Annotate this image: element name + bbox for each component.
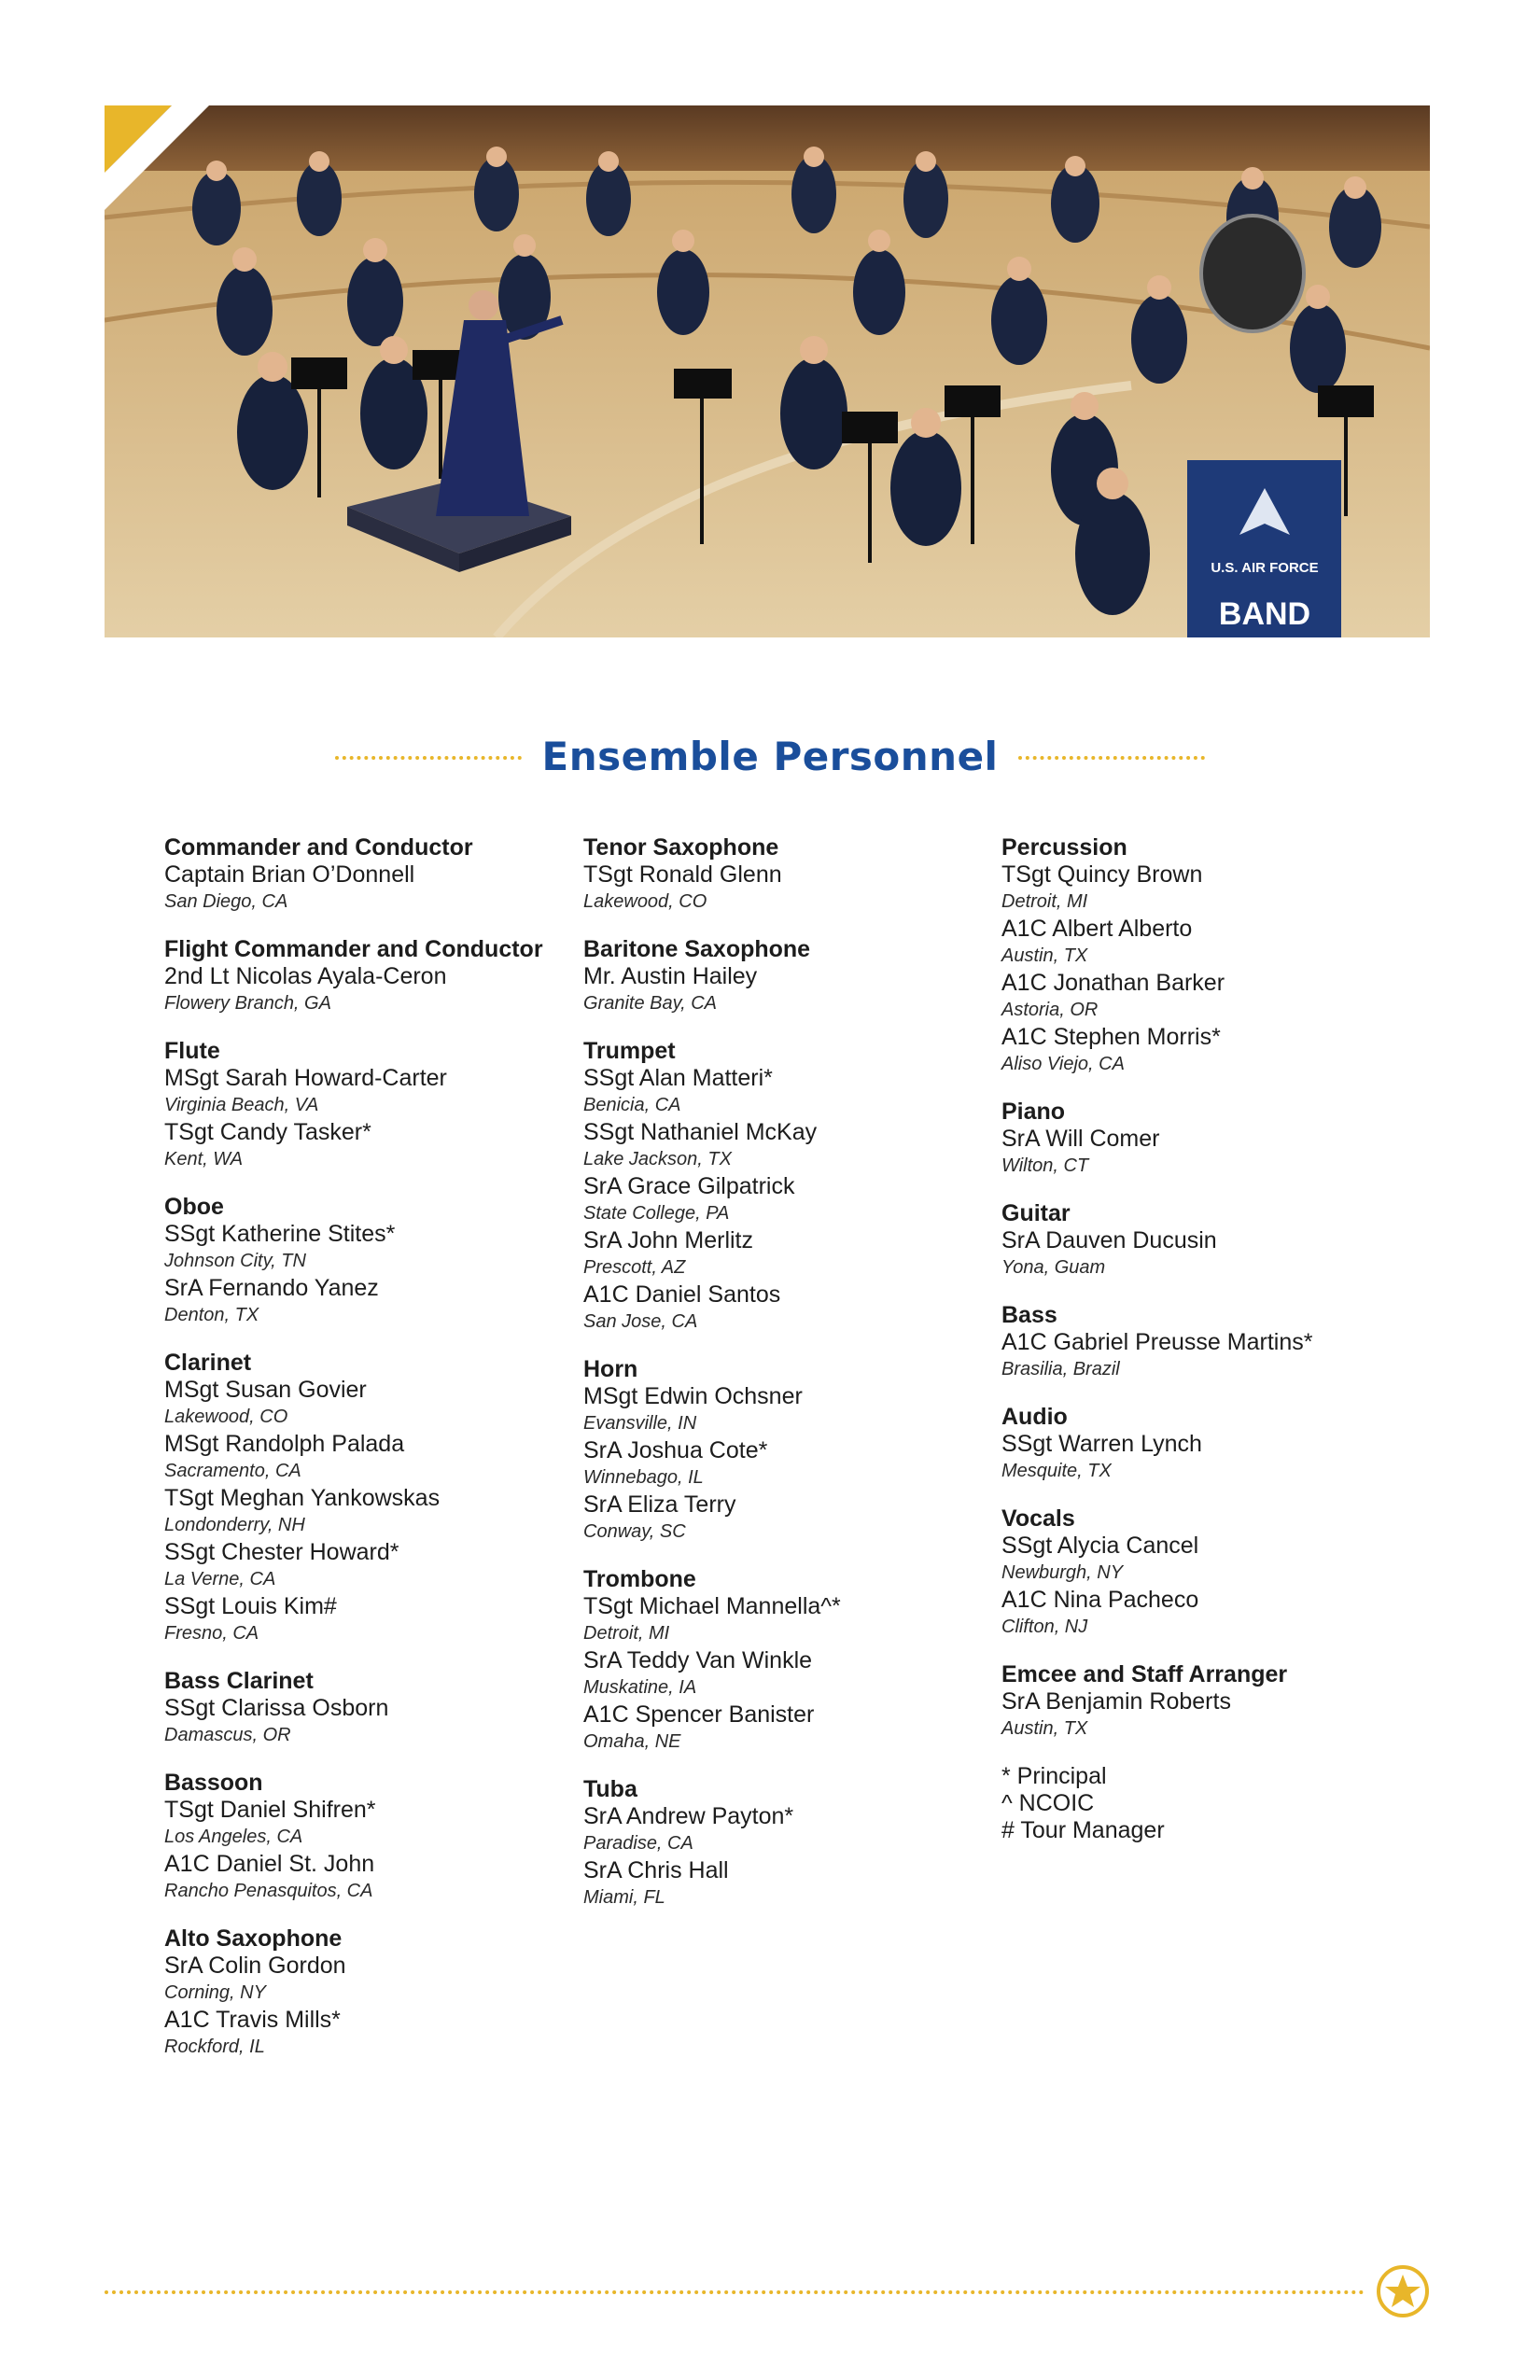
member-name: TSgt Ronald Glenn	[583, 861, 782, 888]
personnel-section	[583, 1776, 975, 1911]
section-title: Bassoon	[164, 1770, 263, 1796]
member-name: MSgt Randolph Palada	[164, 1431, 405, 1457]
personnel-section	[164, 1770, 556, 1905]
section-title: Audio	[1001, 1404, 1068, 1430]
member-name: TSgt Candy Tasker*	[164, 1119, 371, 1145]
member-name: A1C Stephen Morris*	[1001, 1024, 1221, 1050]
member-hometown: Aliso Viejo, CA	[1001, 1054, 1125, 1074]
personnel-section	[583, 1356, 975, 1546]
member-hometown: State College, PA	[583, 1203, 730, 1224]
member-name: A1C Gabriel Preusse Martins*	[1001, 1329, 1313, 1355]
personnel-section	[164, 1194, 556, 1329]
banner-text-line1: U.S. AIR FORCE	[1211, 560, 1319, 576]
member-hometown: Flowery Branch, GA	[164, 993, 331, 1014]
member-name: SrA Benjamin Roberts	[1001, 1688, 1231, 1715]
member-hometown: Muskatine, IA	[583, 1677, 697, 1698]
member-hometown: Lake Jackson, TX	[583, 1149, 732, 1169]
member-name: Mr. Austin Hailey	[583, 963, 758, 989]
section-title: Commander and Conductor	[164, 834, 473, 861]
member-name: SSgt Louis Kim#	[164, 1593, 337, 1619]
member-hometown: Conway, SC	[583, 1521, 686, 1542]
member-name: TSgt Meghan Yankowskas	[164, 1485, 441, 1511]
personnel-section	[1001, 1200, 1393, 1281]
section-title: Clarinet	[164, 1350, 252, 1376]
section-title: Vocals	[1001, 1505, 1075, 1532]
personnel-column-2	[583, 834, 975, 1932]
member-name: SrA Will Comer	[1001, 1126, 1160, 1152]
section-title: Bass Clarinet	[164, 1668, 314, 1694]
personnel-section	[164, 1038, 556, 1173]
member-name: A1C Jonathan Barker	[1001, 970, 1225, 996]
member-name: SSgt Alan Matteri*	[583, 1065, 773, 1091]
legend	[1001, 1763, 1393, 1844]
member-name: SrA Dauven Ducusin	[1001, 1227, 1217, 1253]
member-name: SrA Joshua Cote*	[583, 1437, 768, 1463]
personnel-section	[1001, 1302, 1393, 1383]
member-hometown: Yona, Guam	[1001, 1257, 1106, 1278]
section-title: Emcee and Staff Arranger	[1001, 1661, 1288, 1687]
member-hometown: Londonderry, NH	[164, 1515, 305, 1535]
member-hometown: Lakewood, CO	[583, 891, 707, 912]
personnel-section	[1001, 1404, 1393, 1485]
member-hometown: Benicia, CA	[583, 1095, 681, 1115]
member-hometown: Denton, TX	[164, 1305, 259, 1325]
member-hometown: Prescott, AZ	[583, 1257, 686, 1278]
member-hometown: Detroit, MI	[1001, 891, 1088, 912]
member-hometown: La Verne, CA	[164, 1569, 276, 1589]
personnel-section	[1001, 834, 1393, 1078]
member-name: TSgt Quincy Brown	[1001, 861, 1203, 888]
member-name: A1C Daniel Santos	[583, 1281, 781, 1308]
legend-item: # Tour Manager	[1001, 1817, 1165, 1843]
member-hometown: Detroit, MI	[583, 1623, 670, 1644]
member-name: A1C Travis Mills*	[164, 2007, 341, 2033]
member-hometown: Paradise, CA	[583, 1833, 693, 1854]
member-name: SrA John Merlitz	[583, 1227, 754, 1253]
title-row	[0, 723, 1540, 789]
member-hometown: Fresno, CA	[164, 1623, 259, 1644]
member-name: MSgt Susan Govier	[164, 1377, 367, 1403]
title-dots-left	[335, 756, 522, 760]
member-name: MSgt Sarah Howard-Carter	[164, 1065, 447, 1091]
member-name: SrA Teddy Van Winkle	[583, 1647, 813, 1673]
member-name: SrA Eliza Terry	[583, 1491, 736, 1518]
band-photo	[105, 105, 1430, 637]
member-name: SSgt Clarissa Osborn	[164, 1695, 389, 1721]
personnel-column-3	[1001, 834, 1393, 1844]
footer-dotted-rule	[105, 2290, 1365, 2294]
member-name: A1C Albert Alberto	[1001, 916, 1193, 942]
member-name: TSgt Daniel Shifren*	[164, 1797, 376, 1823]
member-name: SrA Chris Hall	[583, 1857, 729, 1883]
member-hometown: Omaha, NE	[583, 1731, 681, 1752]
member-name: SSgt Chester Howard*	[164, 1539, 399, 1565]
member-hometown: Newburgh, NY	[1001, 1562, 1124, 1583]
section-title: Percussion	[1001, 834, 1127, 861]
section-title: Alto Saxophone	[164, 1925, 343, 1952]
member-name: TSgt Michael Mannella^*	[583, 1593, 841, 1619]
section-title: Oboe	[164, 1194, 224, 1220]
personnel-section	[583, 834, 975, 916]
section-title: Flight Commander and Conductor	[164, 936, 543, 962]
personnel-section	[164, 1350, 556, 1647]
member-name: SSgt Nathaniel McKay	[583, 1119, 818, 1145]
member-hometown: Austin, TX	[1001, 1718, 1088, 1739]
member-hometown: Winnebago, IL	[583, 1467, 704, 1488]
member-hometown: Brasilia, Brazil	[1001, 1359, 1120, 1379]
member-hometown: Damascus, OR	[164, 1725, 291, 1745]
member-name: SSgt Warren Lynch	[1001, 1431, 1202, 1457]
member-hometown: Astoria, OR	[1001, 1000, 1099, 1020]
personnel-section	[164, 1668, 556, 1749]
star-badge-icon	[1376, 2264, 1430, 2318]
member-hometown: San Jose, CA	[583, 1311, 698, 1332]
section-title: Tuba	[583, 1776, 637, 1802]
member-hometown: San Diego, CA	[164, 891, 288, 912]
personnel-section	[1001, 1099, 1393, 1180]
section-title: Piano	[1001, 1099, 1066, 1125]
legend-item: * Principal	[1001, 1763, 1107, 1789]
section-title: Trombone	[583, 1566, 696, 1592]
member-name: A1C Spencer Banister	[583, 1701, 815, 1728]
personnel-section	[583, 1566, 975, 1756]
member-name: SrA Grace Gilpatrick	[583, 1173, 795, 1199]
member-hometown: Virginia Beach, VA	[164, 1095, 319, 1115]
member-hometown: Rockford, IL	[164, 2037, 265, 2057]
member-hometown: Wilton, CT	[1001, 1155, 1089, 1176]
member-hometown: Granite Bay, CA	[583, 993, 718, 1014]
member-hometown: Austin, TX	[1001, 945, 1088, 966]
personnel-section	[583, 936, 975, 1017]
section-title: Trumpet	[583, 1038, 676, 1064]
personnel-section	[164, 936, 556, 1017]
member-hometown: Corning, NY	[164, 1982, 266, 2003]
member-name: SrA Colin Gordon	[164, 1953, 346, 1979]
member-name: Captain Brian O’Donnell	[164, 861, 415, 888]
section-title: Tenor Saxophone	[583, 834, 779, 861]
banner-text-line2: BAND	[1218, 596, 1311, 632]
section-title: Horn	[583, 1356, 638, 1382]
personnel-column-1	[164, 834, 556, 2081]
title-dots-right	[1018, 756, 1205, 760]
member-hometown: Miami, FL	[583, 1887, 665, 1908]
member-name: MSgt Edwin Ochsner	[583, 1383, 803, 1409]
member-hometown: Lakewood, CO	[164, 1407, 288, 1427]
personnel-section	[583, 1038, 975, 1336]
member-hometown: Johnson City, TN	[164, 1251, 306, 1271]
section-title: Guitar	[1001, 1200, 1071, 1226]
member-hometown: Evansville, IN	[583, 1413, 697, 1434]
member-hometown: Sacramento, CA	[164, 1461, 301, 1481]
member-name: A1C Daniel St. John	[164, 1851, 375, 1877]
section-title: Bass	[1001, 1302, 1057, 1328]
member-name: 2nd Lt Nicolas Ayala-Ceron	[164, 963, 447, 989]
member-hometown: Kent, WA	[164, 1149, 244, 1169]
member-hometown: Rancho Penasquitos, CA	[164, 1881, 373, 1901]
personnel-section	[1001, 1505, 1393, 1641]
member-hometown: Los Angeles, CA	[164, 1827, 303, 1847]
member-name: SrA Fernando Yanez	[164, 1275, 379, 1301]
member-name: SSgt Alycia Cancel	[1001, 1533, 1199, 1559]
section-title: Flute	[164, 1038, 220, 1064]
page-title: Ensemble Personnel	[541, 733, 999, 779]
member-hometown: Mesquite, TX	[1001, 1461, 1112, 1481]
section-title: Baritone Saxophone	[583, 936, 811, 962]
personnel-section	[1001, 1661, 1393, 1743]
member-hometown: Clifton, NJ	[1001, 1617, 1088, 1637]
member-name: SrA Andrew Payton*	[583, 1803, 794, 1829]
legend-item: ^ NCOIC	[1001, 1790, 1095, 1816]
member-name: A1C Nina Pacheco	[1001, 1587, 1199, 1613]
member-name: SSgt Katherine Stites*	[164, 1221, 396, 1247]
personnel-section	[164, 834, 556, 916]
personnel-section	[164, 1925, 556, 2061]
